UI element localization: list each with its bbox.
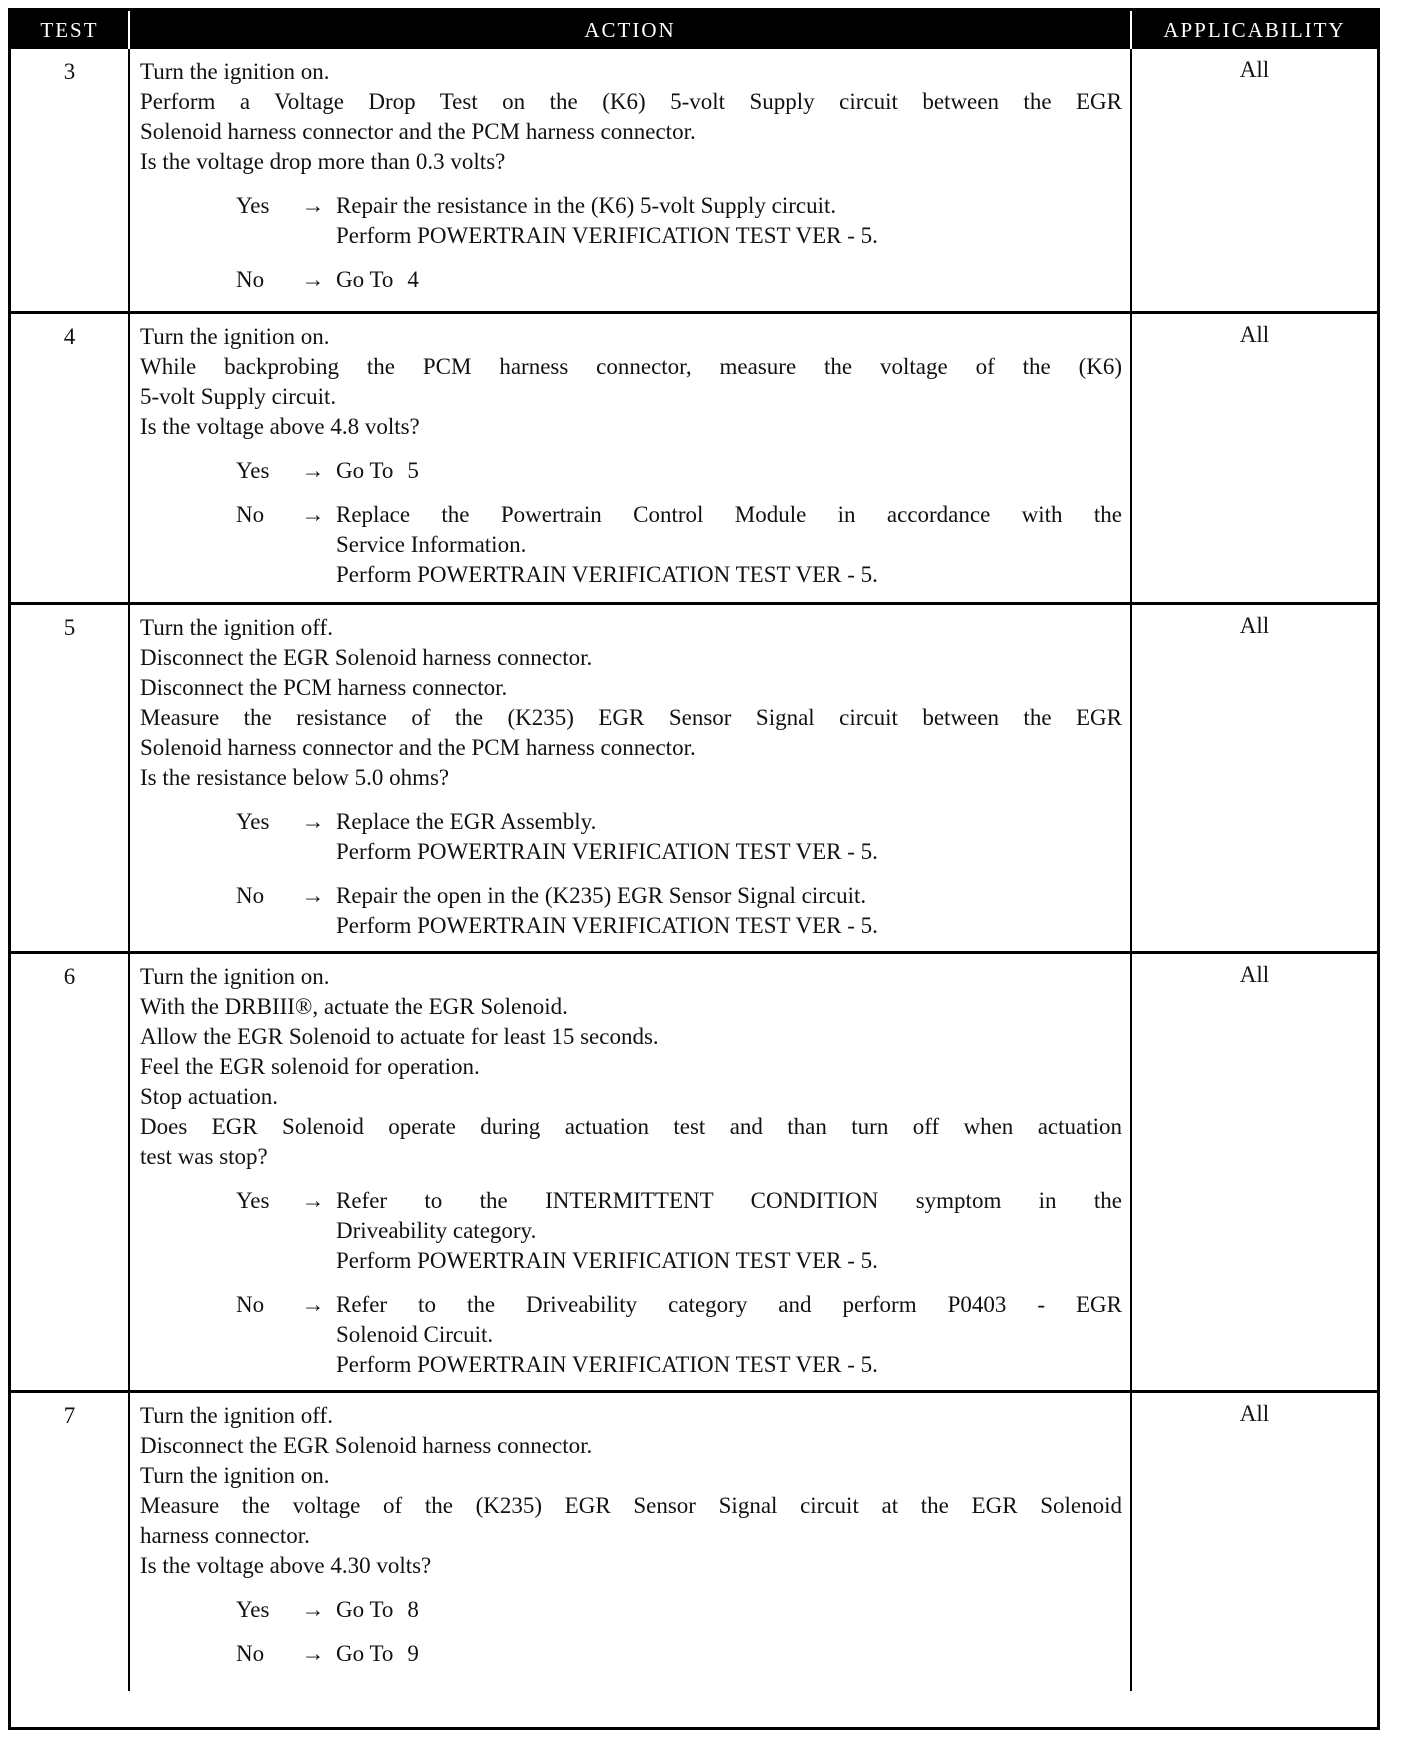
step-text: Is the voltage above 4.30 volts? <box>140 1553 432 1578</box>
arrow-icon: → <box>301 883 325 908</box>
step-text: Measure the resistance of the (K235) EGR Sensor Signal circuit between the EGR <box>140 705 1122 730</box>
goto-text: Go To <box>336 1641 394 1666</box>
no-result <box>336 1639 1122 1669</box>
step-text: Turn the ignition off. <box>140 615 333 640</box>
goto-text: Go To <box>336 458 394 483</box>
yes-option <box>140 191 1122 251</box>
applicability-cell: All <box>1131 313 1377 604</box>
yes-result <box>336 456 1122 486</box>
result-text: Repair the resistance in the (K6) 5-volt Supply circuit. <box>336 193 837 218</box>
step-text: Disconnect the PCM harness connector. <box>140 675 508 700</box>
action-cell <box>129 953 1131 1392</box>
result-text: Perform POWERTRAIN VERIFICATION TEST VER - 5. <box>336 913 878 938</box>
step-text: 5-volt Supply circuit. <box>140 384 337 409</box>
header-test: TEST <box>11 11 129 49</box>
step-text: Disconnect the EGR Solenoid harness connector. <box>140 645 593 670</box>
header-action: ACTION <box>129 11 1131 49</box>
yes-label: Yes <box>236 458 270 483</box>
arrow-icon: → <box>301 1188 325 1213</box>
no-option <box>140 500 1122 590</box>
yes-option <box>140 1186 1122 1276</box>
step-text: Allow the EGR Solenoid to actuate for least 15 seconds. <box>140 1024 659 1049</box>
no-label: No <box>236 1292 265 1317</box>
applicability-cell: All <box>1131 953 1377 1392</box>
yes-result <box>336 807 1122 867</box>
test-number: 7 <box>11 1392 129 1692</box>
result-text: Perform POWERTRAIN VERIFICATION TEST VER - 5. <box>336 839 878 864</box>
step-text: Is the resistance below 5.0 ohms? <box>140 765 450 790</box>
yes-option <box>140 1595 1122 1625</box>
step-text: With the DRBIII®, actuate the EGR Solenoid. <box>140 994 568 1019</box>
step-text: Stop actuation. <box>140 1084 278 1109</box>
test-row <box>11 604 1377 953</box>
step-text: Solenoid harness connector and the PCM harness connector. <box>140 735 696 760</box>
arrow-icon: → <box>301 502 325 527</box>
test-row <box>11 953 1377 1392</box>
step-text: Solenoid harness connector and the PCM harness connector. <box>140 119 696 144</box>
result-text: Refer to the Driveability category and perform P0403 - EGR <box>336 1292 1122 1317</box>
result-text: Service Information. <box>336 532 527 557</box>
yes-label: Yes <box>236 809 270 834</box>
goto-number: 5 <box>407 458 419 483</box>
yes-label: Yes <box>236 193 270 218</box>
no-label: No <box>236 267 265 292</box>
goto-number: 9 <box>407 1641 419 1666</box>
test-number: 5 <box>11 604 129 953</box>
arrow-icon: → <box>301 1597 325 1622</box>
no-result <box>336 881 1122 941</box>
result-text: Perform POWERTRAIN VERIFICATION TEST VER - 5. <box>336 1352 878 1377</box>
no-label: No <box>236 883 265 908</box>
test-table <box>11 11 1377 1691</box>
yes-result <box>336 191 1122 251</box>
diagnostic-test-table <box>8 8 1380 1730</box>
yes-option <box>140 807 1122 867</box>
header-row <box>11 11 1377 49</box>
step-text: Measure the voltage of the (K235) EGR Sensor Signal circuit at the EGR Solenoid <box>140 1493 1122 1518</box>
result-text: Perform POWERTRAIN VERIFICATION TEST VER - 5. <box>336 562 878 587</box>
no-option <box>140 881 1122 941</box>
arrow-icon: → <box>301 809 325 834</box>
applicability-cell: All <box>1131 604 1377 953</box>
test-row <box>11 49 1377 313</box>
step-text: harness connector. <box>140 1523 310 1548</box>
step-text: Turn the ignition on. <box>140 964 330 989</box>
goto-text: Go To <box>336 1597 394 1622</box>
test-row <box>11 1392 1377 1692</box>
arrow-icon: → <box>301 458 325 483</box>
test-number: 6 <box>11 953 129 1392</box>
arrow-icon: → <box>301 193 325 218</box>
step-text: Turn the ignition on. <box>140 324 330 349</box>
action-cell <box>129 49 1131 313</box>
step-text: Is the voltage above 4.8 volts? <box>140 414 420 439</box>
yes-result <box>336 1186 1122 1276</box>
no-result <box>336 500 1122 590</box>
test-number: 3 <box>63 59 76 84</box>
header-applicability: APPLICABILITY <box>1131 11 1377 49</box>
step-text: Feel the EGR solenoid for operation. <box>140 1054 480 1079</box>
result-text: Refer to the INTERMITTENT CONDITION symptom in the <box>336 1188 1122 1213</box>
yes-option <box>140 456 1122 486</box>
goto-number: 4 <box>407 267 419 292</box>
result-text: Replace the Powertrain Control Module in accordance with the <box>336 502 1122 527</box>
no-option <box>140 1639 1122 1669</box>
goto-number: 8 <box>407 1597 419 1622</box>
action-cell <box>129 313 1131 604</box>
no-option <box>140 265 1122 295</box>
step-text: Does EGR Solenoid operate during actuation test and than turn off when actuation <box>140 1114 1122 1139</box>
result-text: Solenoid Circuit. <box>336 1322 494 1347</box>
step-text: Turn the ignition on. <box>140 1463 330 1488</box>
result-text: Repair the open in the (K235) EGR Sensor Signal circuit. <box>336 883 867 908</box>
step-text: Turn the ignition off. <box>140 1403 333 1428</box>
applicability-cell: All <box>1131 1392 1377 1692</box>
step-text: Perform a Voltage Drop Test on the (K6) 5-volt Supply circuit between the EGR <box>140 89 1122 114</box>
arrow-icon: → <box>301 267 325 292</box>
arrow-icon: → <box>301 1292 325 1317</box>
step-text: While backprobing the PCM harness connector, measure the voltage of the (K6) <box>140 354 1122 379</box>
yes-result <box>336 1595 1122 1625</box>
result-text: Perform POWERTRAIN VERIFICATION TEST VER - 5. <box>336 1248 878 1273</box>
no-option <box>140 1290 1122 1380</box>
action-cell <box>129 604 1131 953</box>
no-result <box>336 1290 1122 1380</box>
result-text: Replace the EGR Assembly. <box>336 809 597 834</box>
step-text: Is the voltage drop more than 0.3 volts? <box>140 149 506 174</box>
no-label: No <box>236 1641 265 1666</box>
test-number: 4 <box>11 313 129 604</box>
step-text: Turn the ignition on. <box>140 59 330 84</box>
test-row <box>11 313 1377 604</box>
action-cell <box>129 1392 1131 1692</box>
goto-text: Go To <box>336 267 394 292</box>
step-text: Disconnect the EGR Solenoid harness connector. <box>140 1433 593 1458</box>
yes-label: Yes <box>236 1597 270 1622</box>
result-text: Perform POWERTRAIN VERIFICATION TEST VER - 5. <box>336 223 878 248</box>
yes-label: Yes <box>236 1188 270 1213</box>
result-text: Driveability category. <box>336 1218 537 1243</box>
step-text: test was stop? <box>140 1144 268 1169</box>
arrow-icon: → <box>301 1641 325 1666</box>
no-result <box>336 265 1122 295</box>
applicability-cell: All <box>1131 49 1377 313</box>
no-label: No <box>236 502 265 527</box>
